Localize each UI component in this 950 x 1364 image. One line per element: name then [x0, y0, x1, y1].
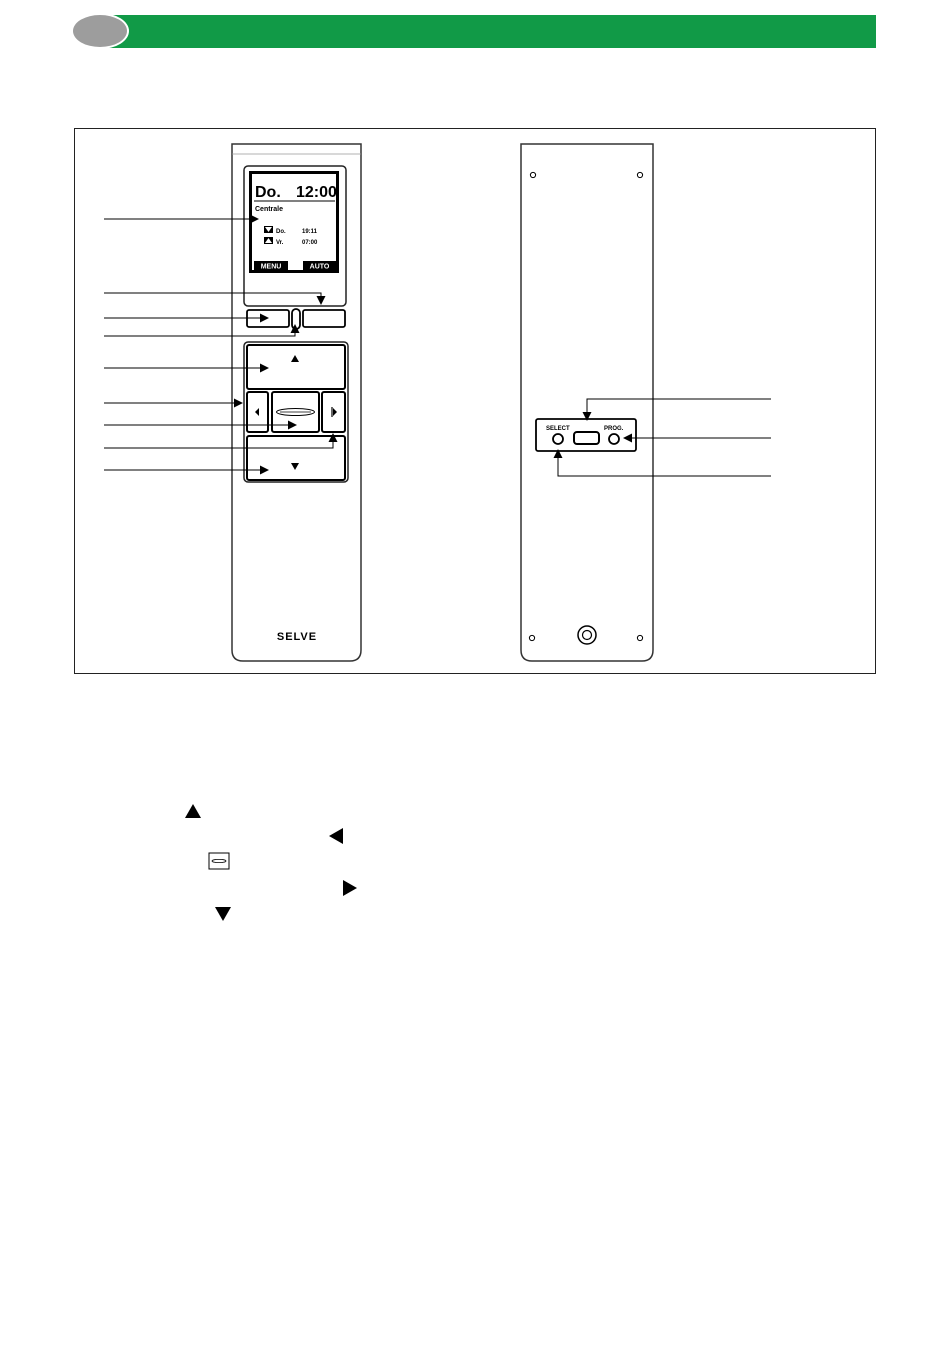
prog-label: PROG.	[604, 426, 624, 432]
screw-bottom-left-icon	[529, 635, 534, 640]
legend-icons	[185, 804, 357, 921]
softkey-right-label: AUTO	[309, 263, 330, 271]
down-button[interactable]	[247, 436, 345, 480]
left-triangle-icon	[329, 828, 343, 844]
up-button[interactable]	[247, 345, 345, 389]
display-location: Centrale	[255, 206, 284, 213]
screw-top-right-icon	[637, 172, 642, 177]
usb-port	[574, 432, 599, 444]
prog-button[interactable]	[609, 434, 619, 444]
led-indicator	[292, 309, 300, 329]
select-label: SELECT	[546, 426, 570, 432]
screw-top-left-icon	[530, 172, 535, 177]
display-row2-time: 07:00	[302, 240, 318, 246]
brand-logo: SELVE	[276, 631, 318, 643]
stop-button-icon	[209, 853, 229, 869]
display-row1-day: Do.	[276, 229, 286, 235]
right-triangle-icon	[343, 880, 357, 896]
display-row2-day: Vr.	[276, 240, 284, 246]
select-button[interactable]	[553, 434, 563, 444]
up-triangle-icon	[185, 804, 201, 818]
down-triangle-icon	[215, 907, 231, 921]
softkey-right-button[interactable]	[303, 310, 345, 327]
display-day: Do.	[255, 184, 281, 201]
display-time: 12:00	[296, 184, 337, 201]
remote-front	[232, 144, 361, 661]
screw-bottom-right-icon	[637, 635, 642, 640]
softkey-left-label: MENU	[260, 263, 282, 271]
display-row1-time: 19:11	[302, 229, 318, 235]
